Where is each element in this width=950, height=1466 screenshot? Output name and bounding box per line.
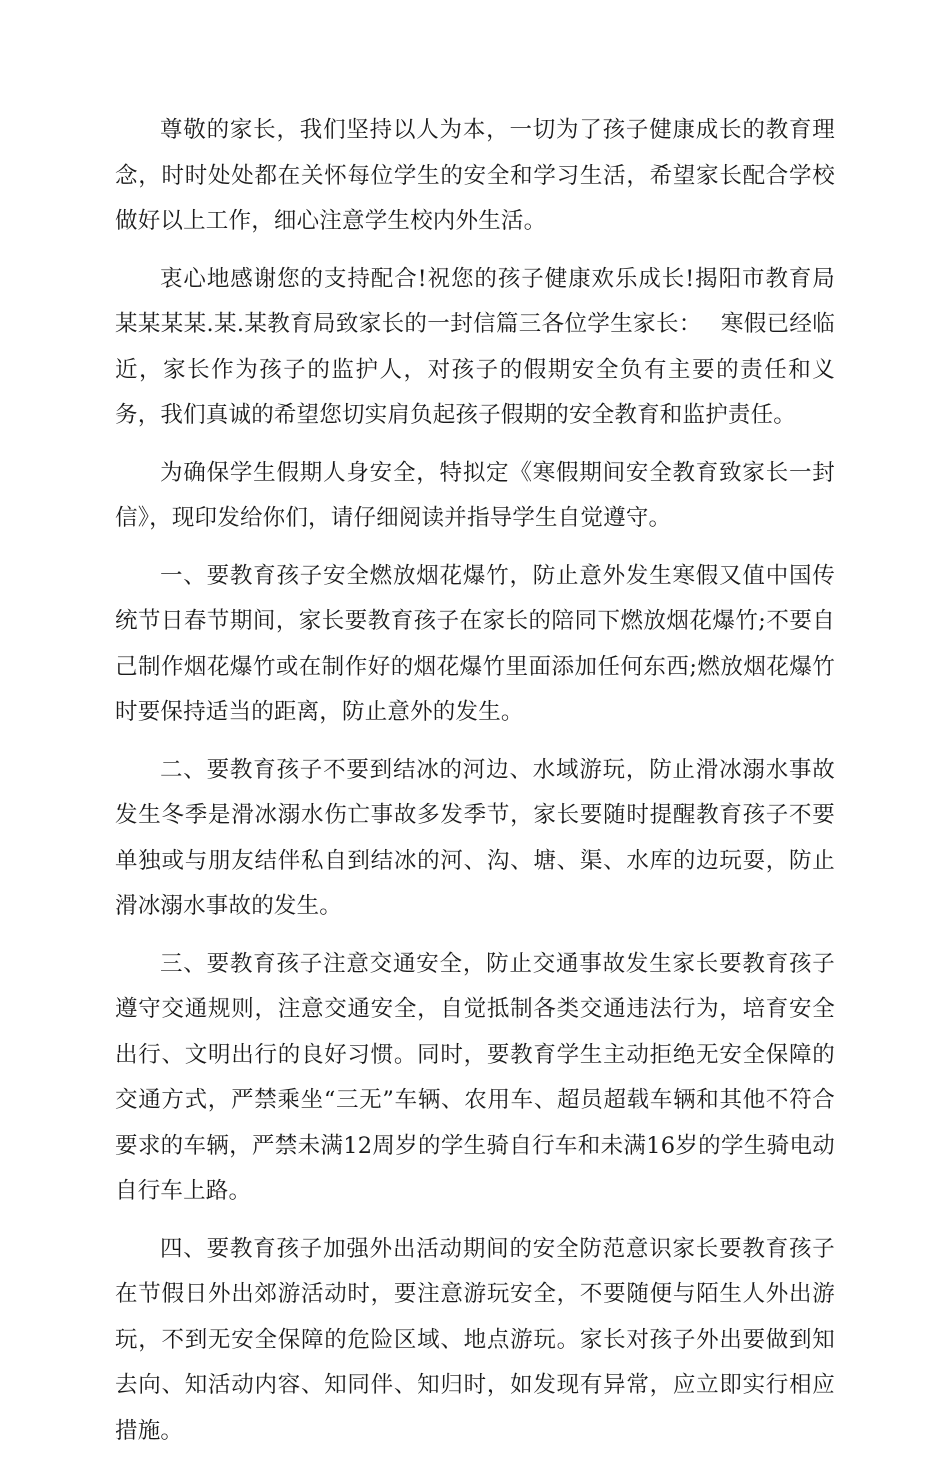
paragraph-thanks-and-letter-intro: 衷心地感谢您的支持配合!祝您的孩子健康欢乐成长!揭阳市教育局某某某某.某.某教育局致家长的一封信篇三各位学生家长： 寒假已经临近，家长作为孩子的监护人，对孩子的假期安全负有主要的责任和义务，我们真诚的希望您切实肩负起孩子假期的安全教育和监护责任。 — [115, 265, 835, 428]
paragraph-ice-water-safety: 二、要教育孩子不要到结冰的河边、水域游玩，防止滑冰溺水事故发生冬季是滑冰溺水伤亡事故多发季节，家长要随时提醒教育孩子不要单独或与朋友结伴私自到结冰的河、沟、塘、渠、水库的边玩耍，防止滑冰溺水事故的发生。 — [115, 756, 835, 919]
paragraph-outing-safety: 四、要教育孩子加强外出活动期间的安全防范意识家长要教育孩子在节假日外出郊游活动时，要注意游玩安全，不要随便与陌生人外出游玩，不到无安全保障的危险区域、地点游玩。家长对孩子外出要做到知去向、知活动内容、知同伴、知归时，如发现有异常，应立即实行相应措施。 — [115, 1235, 835, 1444]
document-body — [115, 108, 835, 1466]
paragraph-traffic-safety: 三、要教育孩子注意交通安全，防止交通事故发生家长要教育孩子遵守交通规则，注意交通安全，自觉抵制各类交通违法行为，培育安全出行、文明出行的良好习惯。同时，要教育学生主动拒绝无安全保障的交通方式，严禁乘坐“三无”车辆、农用车、超员超载车辆和其他不符合要求的车辆，严禁未满12周岁的学生骑自行车和未满16岁的学生骑电动自行车上路。 — [115, 950, 835, 1204]
paragraph-purpose: 为确保学生假期人身安全，特拟定《寒假期间安全教育致家长一封信》，现印发给你们，请仔细阅读并指导学生自觉遵守。 — [115, 459, 835, 531]
paragraph-fireworks-safety: 一、要教育孩子安全燃放烟花爆竹，防止意外发生寒假又值中国传统节日春节期间，家长要教育孩子在家长的陪同下燃放烟花爆竹;不要自己制作烟花爆竹或在制作好的烟花爆竹里面添加任何东西;燃放烟花爆竹时要保持适当的距离，防止意外的发生。 — [115, 562, 835, 725]
paragraph-closing-note: 尊敬的家长，我们坚持以人为本，一切为了孩子健康成长的教育理念，时时处处都在关怀每位学生的安全和学习生活，希望家长配合学校做好以上工作，细心注意学生校内外生活。 — [115, 117, 835, 234]
